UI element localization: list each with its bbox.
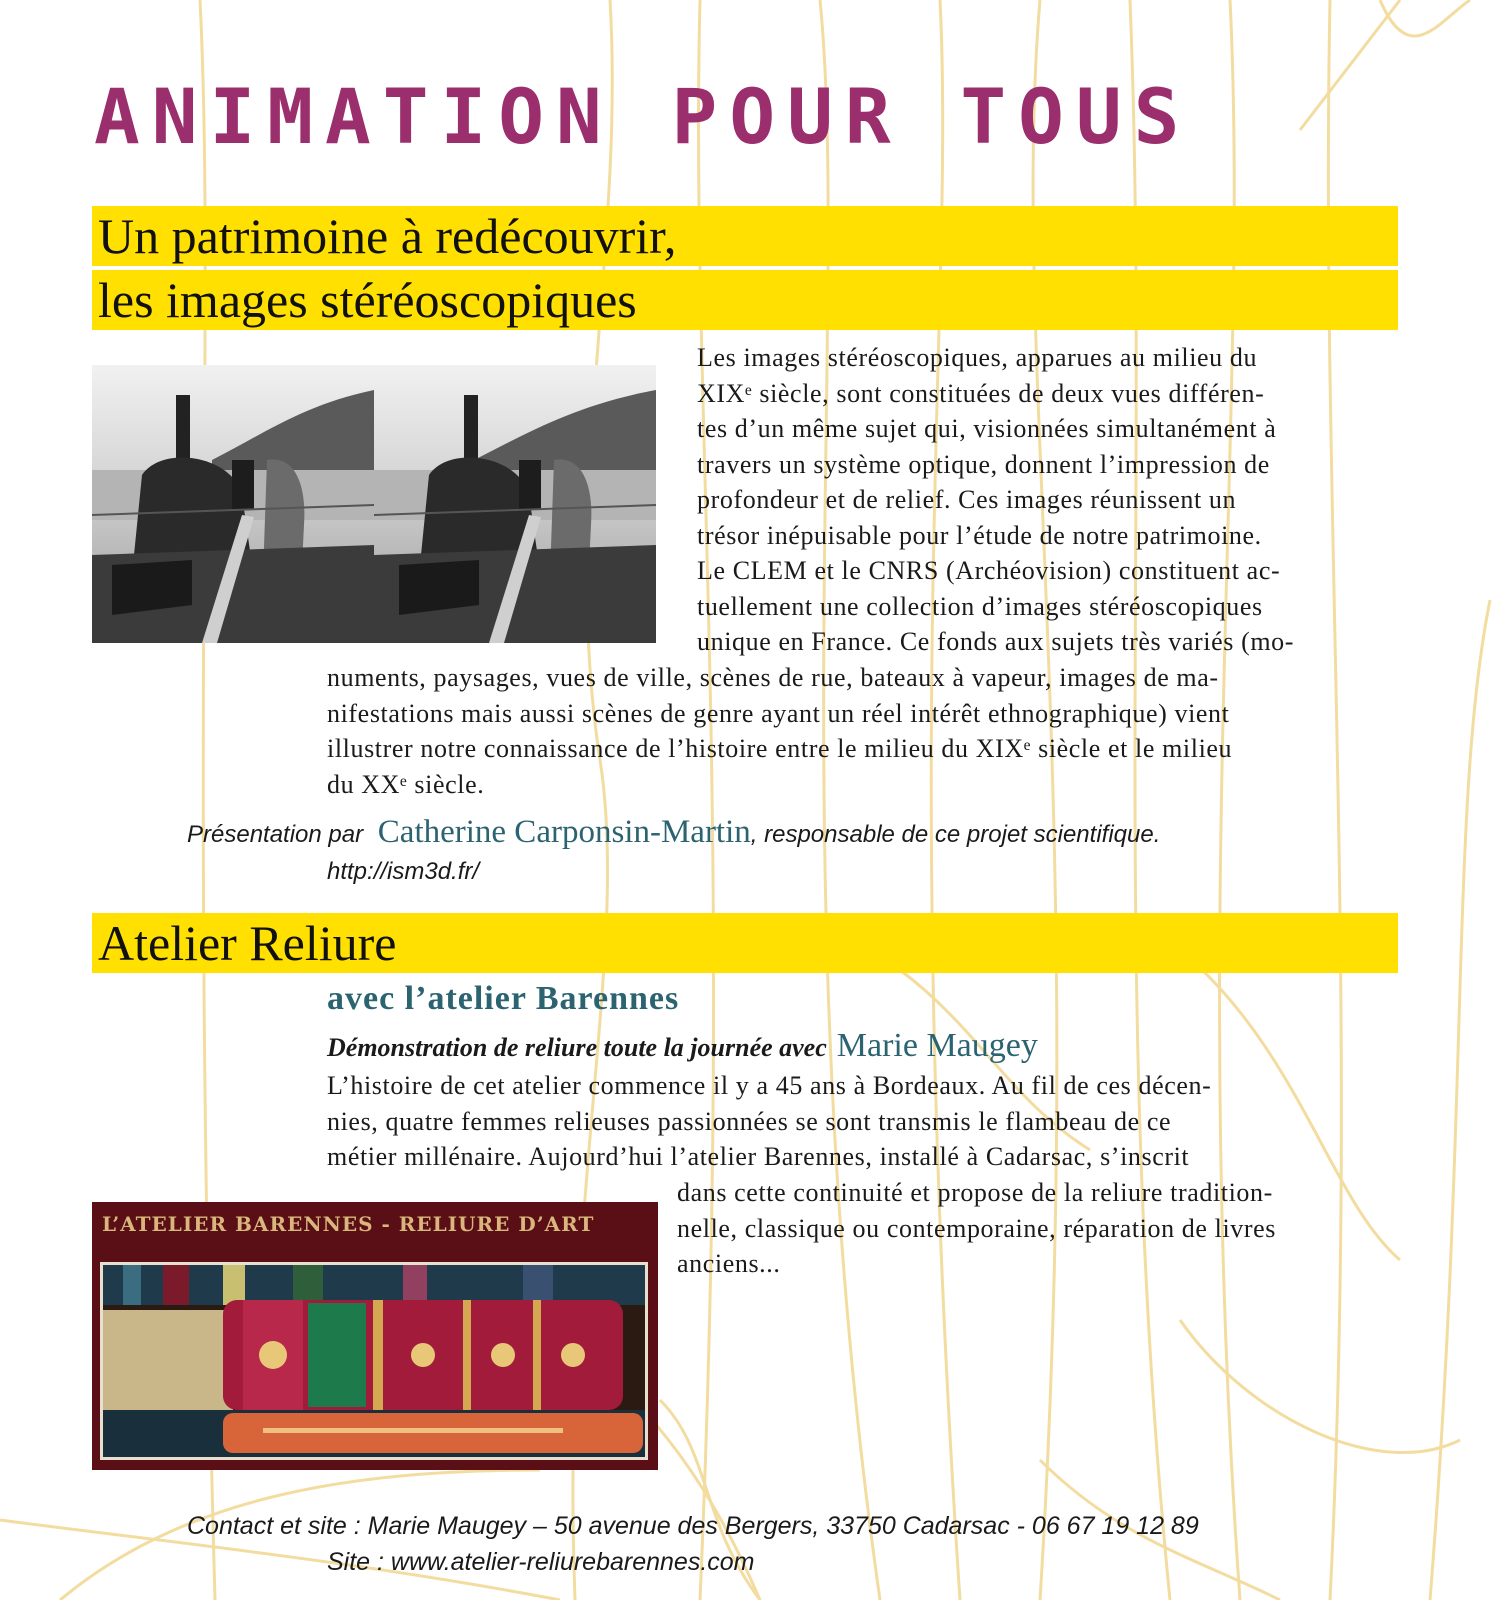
presenter-name: Catherine Carponsin-Martin: [377, 814, 751, 850]
para-line: profondeur et de relief. Ces images réunissent un: [697, 485, 1237, 514]
para-line: Le CLEM et le CNRS (Archéovision) constituent ac-: [697, 556, 1281, 585]
demo-line: [327, 1027, 1038, 1065]
section2-title: Atelier Reliure: [92, 913, 1398, 973]
para-line: numents, paysages, vues de ville, scènes de rue, bateaux à vapeur, images de ma-: [327, 663, 1219, 692]
atelier-banner-image: [92, 1202, 658, 1470]
presentation-line: [187, 814, 1160, 851]
presentation-prefix: Présentation par: [187, 821, 364, 848]
books-graphic: [103, 1265, 645, 1457]
books-photo: [100, 1262, 648, 1460]
para-line: Les images stéréoscopiques, apparues au milieu du: [697, 343, 1258, 372]
section1-paragraph-wide: [327, 660, 1398, 802]
demo-prefix: Démonstration de reliure toute la journée avec: [327, 1033, 827, 1062]
section2-paragraph-wide: [327, 1068, 1398, 1175]
presentation-suffix: , responsable de ce projet scientifique.: [750, 821, 1161, 848]
para-line: dans cette continuité et propose de la reliure tradition-: [677, 1178, 1273, 1207]
para-line: nelle, classique ou contemporaine, réparation de livres: [677, 1213, 1277, 1243]
footer-site[interactable]: Site : www.atelier-reliurebarennes.com: [327, 1548, 755, 1576]
banner-title: L’ATELIER BARENNES - RELIURE D’ART: [102, 1212, 595, 1236]
section1-title-line1: Un patrimoine à redécouvrir,: [92, 206, 1398, 266]
para-line: métier millénaire. Aujourd’hui l’atelier Barennes, installé à Cadarsac, s’inscrit: [327, 1142, 1190, 1171]
para-line: travers un système optique, donnent l’impression de: [697, 449, 1270, 479]
para-line: du XXᵉ siècle.: [327, 769, 485, 799]
para-line: trésor inépuisable pour l’étude de notre patrimoine.: [697, 520, 1262, 550]
para-line: illustrer notre connaissance de l’histoire entre le milieu du XIXᵉ siècle et le milieu: [327, 734, 1233, 763]
footer-contact: Contact et site : Marie Maugey – 50 avenue des Bergers, 33750 Cadarsac - 06 67 19 12 89: [187, 1512, 1199, 1540]
project-url[interactable]: http://ism3d.fr/: [327, 858, 480, 885]
para-line: nifestations mais aussi scènes de genre ayant un réel intérêt ethnographique) vient: [327, 698, 1230, 728]
section2-paragraph-narrow: [677, 1175, 1398, 1282]
para-line: unique en France. Ce fonds aux sujets très variés (mo-: [697, 627, 1295, 656]
para-line: nies, quatre femmes relieuses passionnées se sont transmis le flambeau de ce: [327, 1106, 1172, 1136]
para-line: XIXᵉ siècle, sont constituées de deux vues différen-: [697, 378, 1265, 408]
stereo-image-graphic: [92, 365, 656, 643]
para-line: anciens...: [677, 1249, 781, 1278]
stereoscopic-photo: [92, 365, 656, 643]
section2-subtitle: avec l’atelier Barennes: [327, 980, 680, 1017]
section1-paragraph-narrow: [697, 340, 1398, 660]
para-line: tes d’un même sujet qui, visionnées simultanément à: [697, 414, 1277, 443]
page-title: ANIMATION POUR TOUS: [94, 72, 1192, 161]
demo-name: Marie Maugey: [836, 1027, 1038, 1064]
para-line: L’histoire de cet atelier commence il y a 45 ans à Bordeaux. Au fil de ces décen-: [327, 1071, 1212, 1100]
para-line: tuellement une collection d’images stéréoscopiques: [697, 591, 1263, 621]
section1-title-line2: les images stéréoscopiques: [92, 270, 1398, 330]
